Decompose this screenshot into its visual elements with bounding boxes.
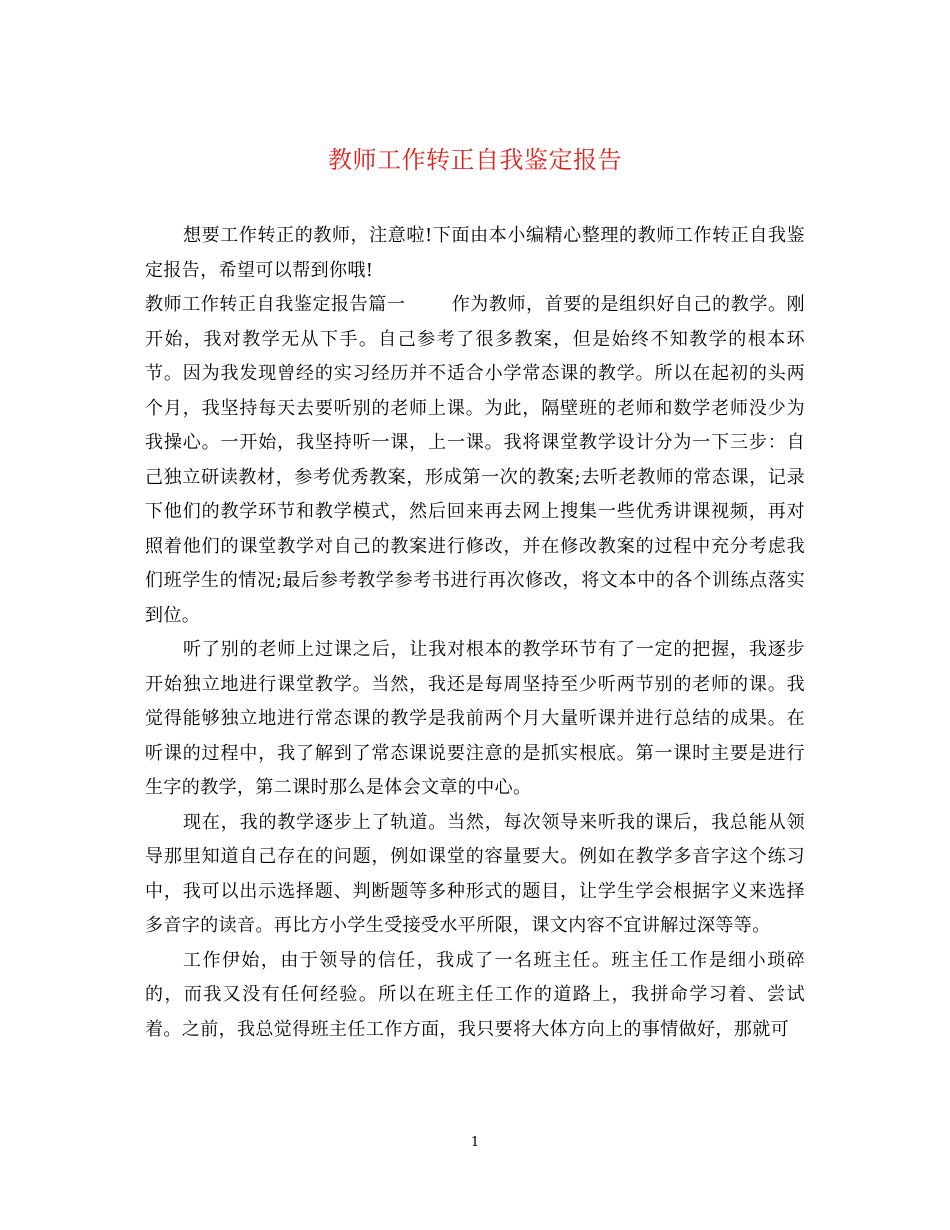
paragraph-1: 作为教师，首要的是组织好自己的教学。刚开始，我对教学无从下手。自己参考了很多教案，但是始终不知教学的根本环节。因为我发现曾经的实习经历并不适合小学常态课的教学。所以在起初的头两个月，我坚持每天去要听别的老师上课。为此，隔壁班的老师和数学老师没少为我操心。一开始，我坚持听一课，上一课。我将课堂教学设计分为一下三步：自己独立研读教材，参考优秀教案，形成第一次的教案;去听老教师的常态课，记录下他们的教学环节和教学模式，然后回来再去网上搜集一些优秀讲课视频，再对照着他们的课堂教学对自己的教案进行修改，并在修改教案的过程中充分考虑我们班学生的情况;最后参考教学参考书进行再次修改，将文本中的各个训练点落实到位。 [145, 294, 805, 626]
paragraph-3: 现在，我的教学逐步上了轨道。当然，每次领导来听我的课后，我总能从领导那里知道自己存在的问题，例如课堂的容量要大。例如在教学多音字这个练习中，我可以出示选择题、判断题等多种形式的题目，让学生学会根据字义来选择多音字的读音。再比方小学生受接受水平所限，课文内容不宜讲解过深等等。 [145, 811, 805, 936]
intro-paragraph: 想要工作转正的教师，注意啦!下面由本小编精心整理的教师工作转正自我鉴定报告，希望可以帮到你哦! [145, 225, 805, 281]
paragraph-4: 工作伊始，由于领导的信任，我成了一名班主任。班主任工作是细小琐碎的，而我又没有任何经验。所以在班主任工作的道路上，我拼命学习着、尝试着。之前，我总觉得班主任工作方面，我只要将大体方向上的事情做好，那就可 [145, 949, 805, 1040]
page-number: 1 [470, 1135, 480, 1150]
document-body [145, 219, 805, 1047]
section-paragraph [145, 288, 805, 633]
paragraph-2: 听了别的老师上过课之后，让我对根本的教学环节有了一定的把握，我逐步开始独立地进行课堂教学。当然，我还是每周坚持至少听两节别的老师的课。我觉得能够独立地进行常态课的教学是我前两个月大量听课并进行总结的成果。在听课的过程中，我了解到了常态课说要注意的是抓实根底。第一课时主要是进行生字的教学，第二课时那么是体会文章的中心。 [145, 639, 805, 798]
section-heading: 教师工作转正自我鉴定报告篇一 [145, 294, 406, 315]
document-title: 教师工作转正自我鉴定报告 [328, 146, 622, 174]
